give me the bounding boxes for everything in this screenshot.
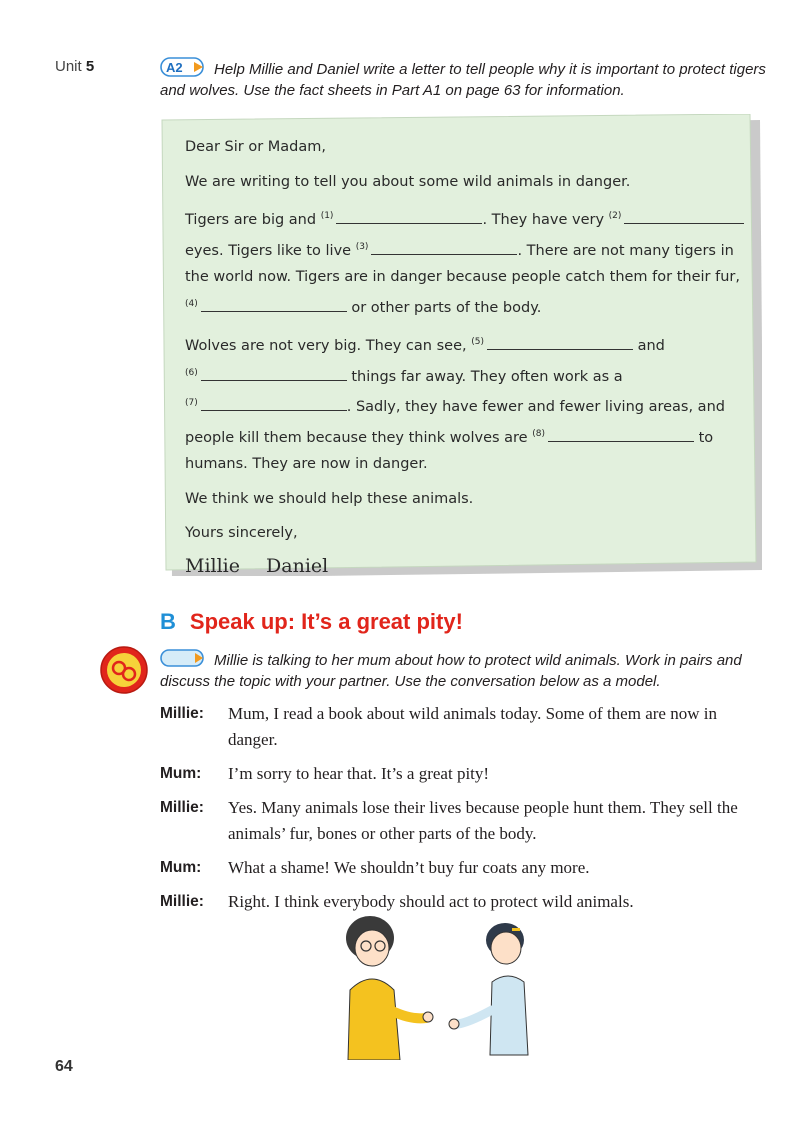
millie-and-mum-illustration — [330, 910, 560, 1060]
letter-body — [185, 134, 745, 577]
blank-6[interactable] — [201, 366, 347, 381]
task-a2-instructions: Help Millie and Daniel write a letter to tell people why it is important to protect tigers and wolves. Use the fact sheets in Part A1 on page 63 for information. — [160, 61, 766, 99]
dialogue-line: Millie: Right. I think everybody should act to protect wild animals. — [160, 892, 634, 911]
speak-up-icon — [99, 645, 149, 695]
section-b-heading: B Speak up: It’s a great pity! — [160, 609, 463, 634]
page-number: 64 — [55, 1058, 73, 1075]
dialogue-line: Mum: What a shame! We shouldn’t buy fur coats any more. — [160, 858, 590, 877]
letter-signatures: Millie Daniel — [185, 554, 329, 577]
blank-1[interactable] — [336, 209, 482, 224]
blank-3[interactable] — [371, 240, 517, 255]
letter-paragraph-tigers: Tigers are big and $^{(1)}$ . They have very $^{(2)}$ eyes. Tigers like to live $^{(3)}$ . There are not many tigers in the world now. Tigers are in danger because people catch them for their fur, $^{(4)}$ or other parts of the body. — [185, 203, 745, 321]
blank-4[interactable] — [201, 297, 347, 312]
blank-2[interactable] — [624, 209, 744, 224]
blank-8[interactable] — [548, 427, 694, 442]
letter-closing: We think we should help these animals. — [185, 490, 474, 507]
letter-greeting: Dear Sir or Madam, — [185, 139, 327, 155]
dialogue-line: Millie: Mum, I read a book about wild animals today. Some of them are now in danger. — [160, 704, 717, 749]
letter-paragraph-wolves: Wolves are not very big. They can see, $^{(5)}$ and $^{(6)}$ things far away. They often work as a $^{(7)}$ . Sadly, they have fewer and fewer living areas, and people kill them because they think wolves are $^{(8)}$ to humans. They are now in danger. — [185, 337, 725, 472]
letter-intro: We are writing to tell you about some wild animals in danger. — [185, 173, 631, 190]
dialogue-line: Millie: Yes. Many animals lose their lives because people hunt them. They sell the animals’ fur, bones or other parts of the body. — [160, 798, 738, 843]
unit-label: Unit 5 — [55, 58, 95, 75]
svg-text:A2: A2 — [166, 60, 183, 75]
letter-signoff: Yours sincerely, — [185, 525, 298, 541]
blank-7[interactable] — [201, 396, 347, 411]
blank-5[interactable] — [487, 335, 633, 350]
task-b-instructions: Millie is talking to her mum about how to protect wild animals. Work in pairs and discuss the topic with your partner. Use the conversation below as a model. — [160, 652, 742, 690]
dialogue — [160, 701, 770, 923]
dialogue-line: Mum: I’m sorry to hear that. It’s a great pity! — [160, 764, 490, 783]
